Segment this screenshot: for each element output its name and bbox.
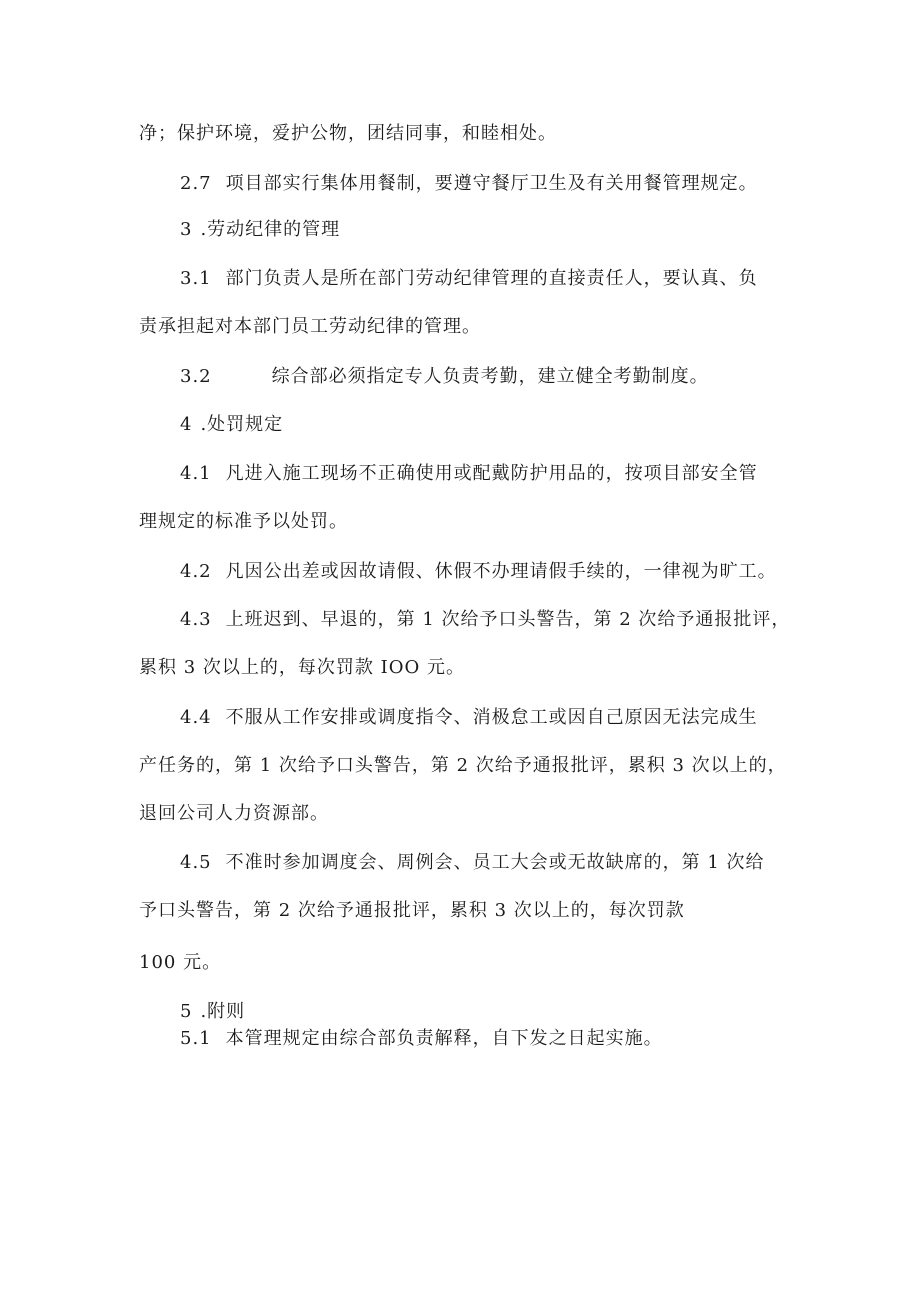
section-number: 3 xyxy=(180,219,193,240)
clause-4-3-continued xyxy=(139,656,465,680)
section-number: 5 xyxy=(180,1001,193,1022)
clause-text: 项目部实行集体用餐制，要遵守餐厅卫生及有关用餐管理规定。 xyxy=(225,173,758,194)
clause-4-1 xyxy=(180,462,758,486)
clause-number: 4.5 xyxy=(180,852,212,873)
clause-4-4 xyxy=(180,706,758,730)
clause-3-1-continued xyxy=(139,315,481,339)
clause-text: 理规定的标准予以处罚。 xyxy=(139,511,348,532)
clause-text: 上班迟到、早退的，第 1 次给予口头警告，第 2 次给予通报批评， xyxy=(225,609,791,630)
clause-number: 2.7 xyxy=(180,173,212,194)
clause-number: 4.4 xyxy=(180,707,212,728)
clause-text: 累积 3 次以上的，每次罚款 IOO 元。 xyxy=(139,657,465,678)
clause-4-3 xyxy=(180,608,790,632)
clause-text: 予口头警告，第 2 次给予通报批评，累积 3 次以上的，每次罚款 xyxy=(139,900,685,921)
clause-text: 凡进入施工现场不正确使用或配戴防护用品的，按项目部安全管 xyxy=(225,463,758,484)
clause-text: 综合部必须指定专人负责考勤，建立健全考勤制度。 xyxy=(271,366,709,387)
clause-3-1 xyxy=(180,267,758,291)
paragraph-line xyxy=(139,122,557,146)
clause-number: 3.1 xyxy=(180,268,212,289)
section-heading-5 xyxy=(180,1000,245,1024)
clause-text: 不准时参加调度会、周例会、员工大会或无故缺席的，第 1 次给 xyxy=(225,852,765,873)
section-heading-4 xyxy=(180,413,283,437)
clause-5-1 xyxy=(180,1027,663,1051)
clause-text: 责承担起对本部门员工劳动纪律的管理。 xyxy=(139,316,481,337)
clause-2-7 xyxy=(180,172,758,196)
clause-number: 4.1 xyxy=(180,463,212,484)
clause-number: 4.3 xyxy=(180,609,212,630)
clause-3-2 xyxy=(180,365,709,389)
clause-text: 本管理规定由综合部负责解释，自下发之日起实施。 xyxy=(225,1028,663,1049)
clause-4-1-continued xyxy=(139,510,348,534)
section-heading-3 xyxy=(180,218,340,242)
clause-4-5 xyxy=(180,851,765,875)
clause-number: 4.2 xyxy=(180,561,212,582)
clause-text: 部门负责人是所在部门劳动纪律管理的直接责任人，要认真、负 xyxy=(225,268,758,289)
clause-number: 3.2 xyxy=(180,366,212,387)
section-title: .劳动纪律的管理 xyxy=(200,219,341,240)
clause-4-4-continued xyxy=(139,802,329,826)
paragraph-text: 净；保护环境，爱护公物，团结同事，和睦相处。 xyxy=(139,123,557,144)
clause-4-2 xyxy=(180,560,777,584)
clause-4-5-continued xyxy=(139,951,221,975)
clause-text: 产任务的，第 1 次给予口头警告，第 2 次给予通报批评，累积 3 次以上的， xyxy=(139,755,787,776)
clause-text: 凡因公出差或因故请假、休假不办理请假手续的，一律视为旷工。 xyxy=(225,561,777,582)
clause-4-4-continued xyxy=(139,754,787,778)
section-number: 4 xyxy=(180,414,193,435)
clause-text: 100 元。 xyxy=(139,952,222,973)
clause-text: 退回公司人力资源部。 xyxy=(139,803,329,824)
clause-number: 5.1 xyxy=(180,1028,212,1049)
section-title: .附则 xyxy=(200,1001,246,1022)
clause-4-5-continued xyxy=(139,899,685,923)
clause-text: 不服从工作安排或调度指令、消极怠工或因自己原因无法完成生 xyxy=(225,707,758,728)
section-title: .处罚规定 xyxy=(200,414,284,435)
